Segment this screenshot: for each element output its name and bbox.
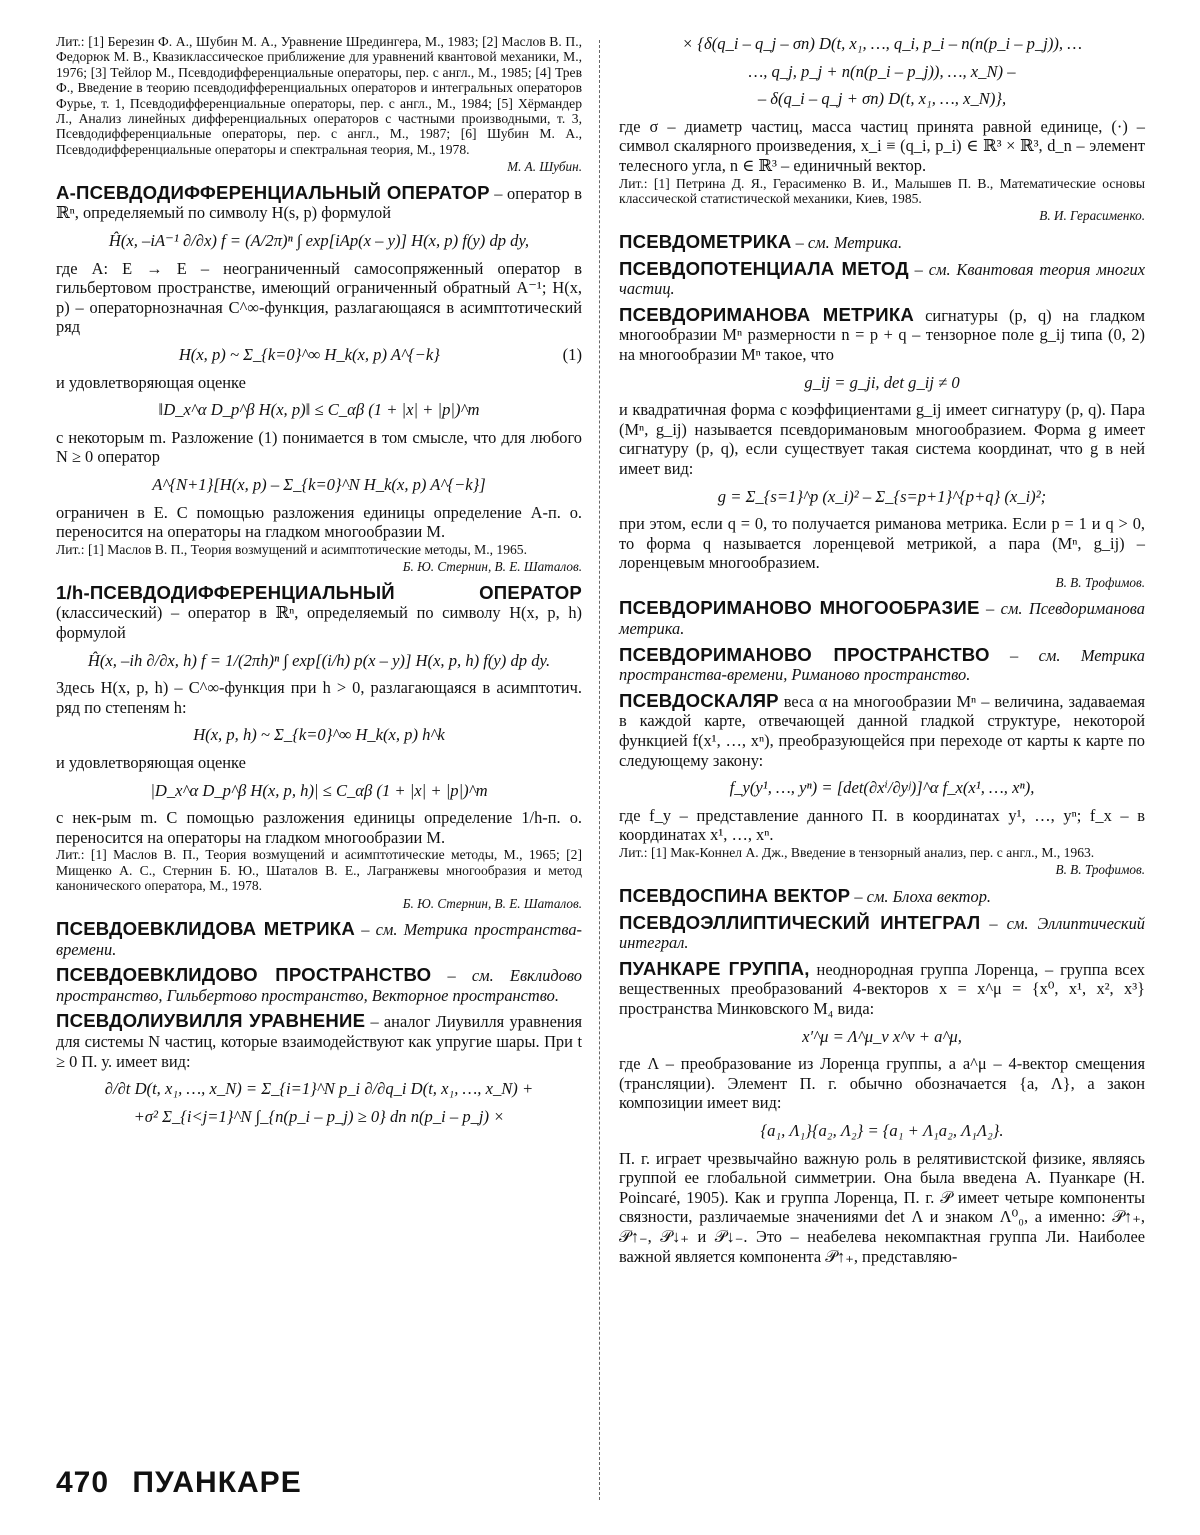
- formula: |D_x^α D_p^β H(x, p, h)| ≤ C_αβ (1 + |x| + |p|)^m: [150, 780, 488, 800]
- formula: {a₁, Λ₁}{a₂, Λ₂} = {a₁ + Λ₁a₂, Λ₁Λ₂}.: [760, 1120, 1004, 1140]
- entry-pseudometric: [619, 232, 1145, 253]
- formula: g_ij = g_ji, det g_ij ≠ 0: [804, 372, 960, 392]
- formula: g = Σ_{s=1}^p (x_i)² – Σ_{s=p+1}^{p+q} (x_i)²;: [717, 486, 1047, 506]
- page-footer: [56, 1466, 302, 1500]
- author-signature: В. В. Трофимов.: [1055, 574, 1145, 590]
- entry-heading: А-ПСЕВДОДИФФЕРЕНЦИАЛЬНЫЙ ОПЕРАТОР: [56, 181, 490, 203]
- cross-reference: – см. Метрика пространства-времени, Риманово пространство.: [619, 645, 1145, 685]
- cross-reference: – см. Евклидово пространство, Гильбертово пространство, Векторное пространство.: [56, 966, 582, 1005]
- formula: Ĥ(x, –ih ∂/∂x, h) f = 1/(2πh)ⁿ ∫ exp[(i/h) p(x – y)] H(x, p, h) f(y) dp dy.: [87, 650, 551, 670]
- cross-reference: – см. Метрика пространства-времени.: [56, 920, 582, 959]
- entry-heading: ПСЕВДОПОТЕНЦИАЛА МЕТОД: [619, 257, 909, 279]
- entry-heading: ПСЕВДОСПИНА ВЕКТОР: [619, 885, 851, 906]
- author-signature: Б. Ю. Стернин, В. Е. Шаталов.: [402, 895, 582, 911]
- formula: ‖D_x^α D_p^β H(x, p)‖ ≤ C_αβ (1 + |x| + |p|)^m: [158, 400, 480, 420]
- entry-heading: ПСЕВДОЛИУВИЛЛЯ УРАВНЕНИЕ: [56, 1010, 366, 1032]
- references: Лит.: [1] Маслов В. П., Теория возмущений и асимптотические методы, М., 1965; [2] Мищенко А. С., Стернин Б. Ю., Шаталов В. Е., Лагранжевы многообразия и метод канонического оператора, М., 1978.: [56, 847, 582, 894]
- entry-heading: 1/h-ПСЕВДОДИФФЕРЕНЦИАЛЬНЫЙ ОПЕРАТОР: [56, 581, 582, 603]
- paragraph: где f_y – представление данного П. в координатах y¹, …, yⁿ; f_x – в координатах x¹, …, xⁿ.: [619, 805, 1145, 845]
- formula: – δ(q_i – q_j + σn) D(t, x₁, …, x_N)},: [757, 89, 1007, 109]
- formula: A^{N+1}[H(x, p) – Σ_{k=0}^N H_k(x, p) A^{−k}]: [152, 474, 486, 494]
- entry-h-operator: [56, 583, 582, 643]
- entry-pseudoelliptic-integral: [619, 913, 1145, 953]
- page-number: 470: [56, 1466, 110, 1499]
- references: Лит.: [1] Мак-Коннел А. Дж., Введение в тензорный анализ, пер. с англ., М., 1963.: [619, 845, 1095, 860]
- entry-text: неоднородная группа Лоренца, – группа всех вещественных преобразований 4-векторов x = x^μ = {x⁰, x¹, x², x³} пространства Минковского M₄ вида:: [619, 959, 1146, 1018]
- entry-poincare-group: [619, 959, 1145, 1019]
- entry-pseudopotential-method: [619, 259, 1145, 299]
- right-column: [619, 34, 1145, 1266]
- cross-reference: – см. Метрика.: [795, 232, 903, 252]
- entry-text: веса α на многообразии Mⁿ – величина, задаваемая в каждой карте, отвечающей данной гладкой структуре, некоторой функцией f(x¹, …, xⁿ), преобразующейся при переходе от карты к карте по следующему закону:: [619, 691, 1145, 770]
- formula: f_y(y¹, …, yⁿ) = [det(∂xⁱ/∂yʲ)]^α f_x(x¹, …, xⁿ),: [729, 778, 1035, 798]
- entry-text: сигнатуры (p, q) на гладком многообразии Mⁿ размерности n = p + q – тензорное поле g_ij типа (0, 2) на многообразии Mⁿ такое, что: [619, 305, 1145, 364]
- paragraph: при этом, если q = 0, то получается риманова метрика. Если p = 1 и q > 0, то форма q называется лоренцевой метрикой, а пара (Mⁿ, g_ij) – лоренцевым многообразием.: [619, 514, 1145, 573]
- paragraph: и удовлетворяющая оценке: [56, 752, 246, 772]
- author-signature: В. В. Трофимов.: [1055, 862, 1145, 878]
- column-divider: [599, 40, 600, 1500]
- paragraph: где Λ – преобразование из Лоренца группы, а a^μ – 4-вектор смещения (трансляции). Элемент П. г. обычно обозначается {a, Λ}, а закон композиции имеет вид:: [619, 1054, 1145, 1113]
- formula-numbered: [56, 345, 582, 365]
- cross-reference: – см. Псевдориманова метрика.: [619, 599, 1145, 639]
- entry-text: (классический) – оператор в ℝⁿ, определяемый по символу H(x, p, h) формулой: [56, 603, 582, 642]
- paragraph: Здесь H(x, p, h) – C^∞-функция при h > 0, разлагающаяся в асимптотич. ряд по степеням h:: [56, 678, 582, 717]
- paragraph: и квадратичная форма с коэффициентами g_ij имеет сигнатуру (p, q). Пара (Mⁿ, g_ij) называется псевдоримановым многообразием. Форма g имеет сигнатуру (p, q), если существует такая система координат, что g в ней имеет вид:: [619, 400, 1145, 478]
- entry-text: – оператор в ℝⁿ, определяемый по символу H(s, p) формулой: [56, 183, 582, 223]
- references-top: Лит.: [1] Березин Ф. А., Шубин М. А., Уравнение Шредингера, М., 1983; [2] Маслов В. П., Федорюк М. В., Квазиклассическое приближение для уравнений квантовой механики, М., 1976; [3] Тейлор М., Псевдодифференциальные операторы, пер. с англ., М., 1985; [4] Трев Ф., Введение в теорию псевдодифференциальных операторов и интегральных операторов Фурье, т. 1, Псевдодифференциальные операторы, пер. с англ., М., 1984; [5] Хёрмандер Л., Анализ линейных дифференциальных операторов с частными производными, т. 3, Псевдодифференциальные операторы, пер. с англ., М., 1987; [6] Шубин М. А., Псевдодифференциальные операторы и спектральная теория, М., 1978.: [56, 34, 582, 157]
- entry-heading: ПСЕВДОСКАЛЯР: [619, 689, 779, 711]
- entry-pseudoscalar: [619, 691, 1145, 770]
- formula: H(x, p, h) ~ Σ_{k=0}^∞ H_k(x, p) h^k: [193, 725, 445, 745]
- paragraph: ограничен в E. С помощью разложения единицы определение A-п. о. переносится на операторы на гладком многообразии M.: [56, 502, 582, 542]
- references: Лит.: [1] Петрина Д. Я., Герасименко В. И., Малышев П. В., Математические основы классической статистической механики, Киев, 1985.: [619, 175, 1145, 206]
- paragraph: и удовлетворяющая оценке: [56, 372, 246, 392]
- entry-pseudo-euclidean-space: [56, 965, 582, 1005]
- entry-text: – аналог Лиувилля уравнения для системы N частиц, которые взаимодействуют как упругие шары. При t ≥ 0 П. у. имеет вид:: [56, 1012, 582, 1071]
- entry-heading: ПСЕВДОЭЛЛИПТИЧЕСКИЙ ИНТЕГРАЛ: [619, 911, 981, 933]
- cross-reference: – см. Блоха вектор.: [854, 887, 991, 906]
- formula: Ĥ(x, –iA⁻¹ ∂/∂x) f = (A/2π)ⁿ ∫ exp[iAp(x – y)] H(x, p) f(y) dp dy,: [108, 231, 530, 251]
- entry-heading: ПУАНКАРЕ ГРУППА,: [619, 957, 810, 979]
- formula: H(x, p) ~ Σ_{k=0}^∞ H_k(x, p) A^{−k}: [178, 345, 440, 364]
- paragraph: где σ – диаметр частиц, масса частиц принята равной единице, (·) – символ скалярного произведения, x_i ≡ (q_i, p_i) ∈ ℝ³ × ℝ³, d_n – элемент телесного угла, n ∈ ℝ³ – единичный вектор.: [619, 116, 1145, 175]
- entry-heading: ПСЕВДОЕВКЛИДОВА МЕТРИКА: [56, 918, 355, 940]
- cross-reference: – см. Эллиптический интеграл.: [619, 913, 1145, 953]
- left-column: [56, 34, 582, 1134]
- equation-number: (1): [562, 345, 582, 364]
- entry-pseudo-euclidean-metric: [56, 919, 582, 959]
- entry-pseudo-riemannian-metric: [619, 305, 1145, 365]
- formula: …, q_j, p_j + n(n(p_i – p_j)), …, x_N) –: [748, 61, 1016, 81]
- entry-pseudo-riemannian-space: [619, 645, 1145, 685]
- formula: x′^μ = Λ^μ_ν x^ν + a^μ,: [802, 1026, 962, 1046]
- formula: × {δ(q_i – q_j – σn) D(t, x₁, …, q_i, p_i – n(n(p_i – p_j)), …: [682, 34, 1082, 53]
- author-signature: М. А. Шубин.: [507, 159, 582, 175]
- entry-pseudo-liouville: [56, 1011, 582, 1071]
- entry-pseudo-riemannian-manifold: [619, 598, 1145, 638]
- formula: +σ² Σ_{i<j=1}^N ∫_{n(p_i – p_j) ≥ 0} dn n(p_i – p_j) ×: [133, 1106, 505, 1126]
- author-signature: Б. Ю. Стернин, В. Е. Шаталов.: [402, 559, 582, 575]
- paragraph: с некоторым m. Разложение (1) понимается в том смысле, что для любого N ≥ 0 оператор: [56, 427, 582, 467]
- entry-heading: ПСЕВДОМЕТРИКА: [619, 230, 792, 252]
- entry-heading: ПСЕВДОЕВКЛИДОВО ПРОСТРАНСТВО: [56, 964, 432, 986]
- running-head: ПУАНКАРЕ: [132, 1466, 302, 1499]
- references: Лит.: [1] Маслов В. П., Теория возмущений и асимптотические методы, М., 1965.: [56, 541, 527, 557]
- cross-reference: – см. Квантовая теория многих частиц.: [619, 259, 1145, 299]
- entry-pseudospin-vector: [619, 886, 1145, 907]
- paragraph: с нек-рым m. С помощью разложения единицы определение 1/h-п. о. переносится на операторы на гладком многообразии M.: [56, 808, 582, 847]
- entry-a-operator: [56, 183, 582, 223]
- paragraph: П. г. играет чрезвычайно важную роль в релятивистской физике, являясь группой ее глобальной симметрии. Она была введена А. Пуанкаре (H. Poincaré, 1905). Как и группа Лоренца, П. г. 𝒫 имеет четыре компоненты связности, различаемые значениями det Λ и знаком Λ⁰₀, а именно: 𝒫↑₊, 𝒫↑₋, 𝒫↓₊ и 𝒫↓₋. Это – неабелева некомпактная группа Ли. Наиболее важной является компонента 𝒫↑₊, представляю-: [619, 1148, 1145, 1266]
- paragraph: где A: E → E – неограниченный самосопряженный оператор в гильбертовом пространстве, имеющий ограниченный обратный A⁻¹; H(x, p) – операторнозначная C^∞-функция, разлагающаяся в асимптотический ряд: [56, 258, 582, 337]
- entry-heading: ПСЕВДОРИМАНОВО МНОГООБРАЗИЕ: [619, 597, 980, 619]
- entry-heading: ПСЕВДОРИМАНОВО ПРОСТРАНСТВО: [619, 643, 990, 665]
- formula: ∂/∂t D(t, x₁, …, x_N) = Σ_{i=1}^N p_i ∂/∂q_i D(t, x₁, …, x_N) +: [104, 1079, 534, 1099]
- entry-heading: ПСЕВДОРИМАНОВА МЕТРИКА: [619, 303, 914, 325]
- author-signature: В. И. Герасименко.: [1039, 208, 1145, 224]
